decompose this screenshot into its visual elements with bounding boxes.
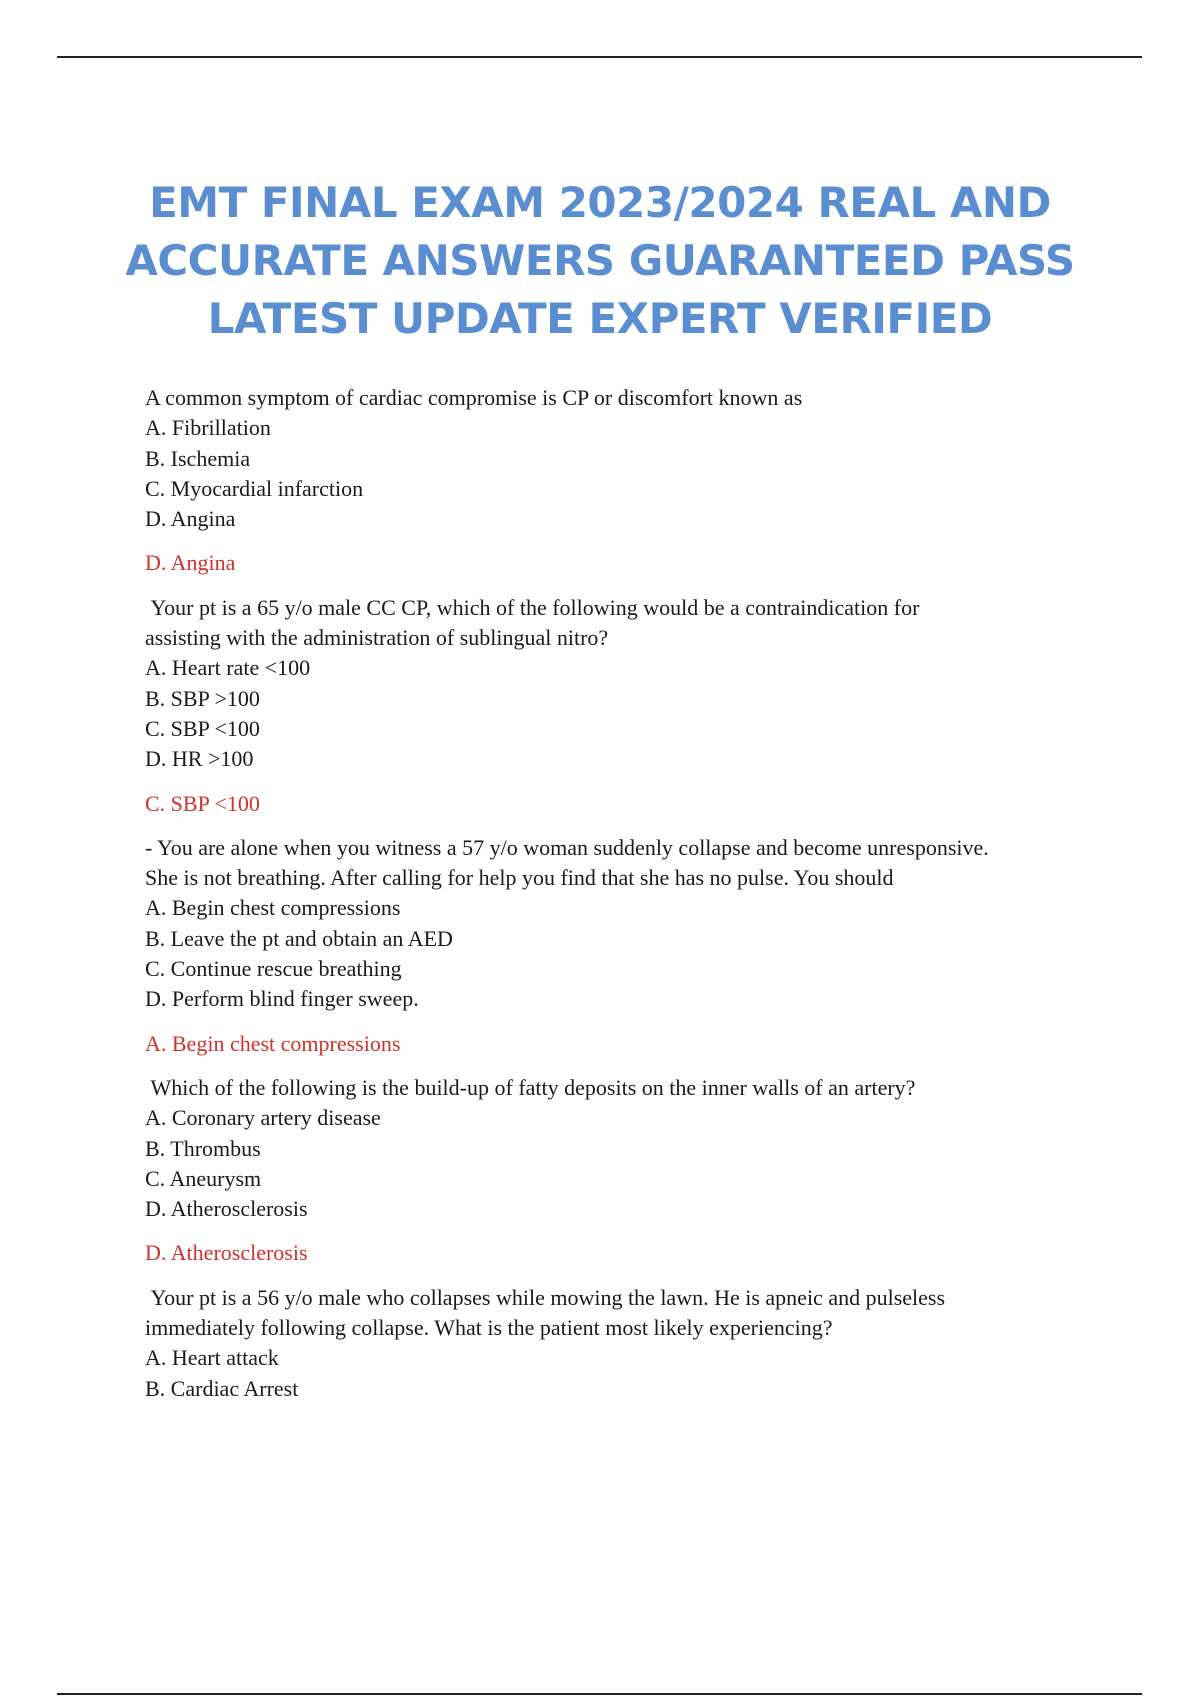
question-stem: A common symptom of cardiac compromise is CP or discomfort known as — [145, 385, 803, 410]
bottom-rule — [57, 1693, 1142, 1695]
question-3 — [145, 833, 1095, 1059]
option-b: B. Ischemia — [145, 445, 251, 471]
option-c: C. SBP <100 — [145, 715, 260, 741]
correct-answer: D. Angina — [145, 550, 236, 576]
option-d: D. Perform blind finger sweep. — [145, 986, 419, 1012]
top-rule — [57, 56, 1142, 58]
question-1 — [145, 383, 1095, 579]
question-stem: Your pt is a 65 y/o male CC CP, which of the following would be a contraindication for — [145, 594, 920, 620]
option-a: A. Coronary artery disease — [145, 1105, 381, 1131]
option-a: A. Heart rate <100 — [145, 655, 311, 681]
option-a: A. Begin chest compressions — [145, 895, 401, 921]
question-stem: immediately following collapse. What is the patient most likely experiencing? — [145, 1315, 833, 1341]
question-stem: Your pt is a 56 y/o male who collapses while mowing the lawn. He is apneic and pulseless — [145, 1284, 946, 1310]
option-b: B. Cardiac Arrest — [145, 1375, 299, 1401]
question-5 — [145, 1283, 1095, 1404]
document-title — [120, 174, 1080, 348]
option-c: C. Myocardial infarction — [145, 475, 364, 501]
option-d: D. HR >100 — [145, 746, 254, 772]
title-line: ACCURATE ANSWERS GUARANTEED PASS — [125, 236, 1075, 286]
option-d: D. Atherosclerosis — [145, 1196, 308, 1222]
title-line: EMT FINAL EXAM 2023/2024 REAL AND — [149, 178, 1051, 228]
question-2 — [145, 593, 1095, 819]
title-line: LATEST UPDATE EXPERT VERIFIED — [207, 294, 993, 344]
question-stem: Which of the following is the build-up of fatty deposits on the inner walls of an artery? — [145, 1074, 916, 1100]
option-b: B. SBP >100 — [145, 685, 260, 711]
option-b: B. Thrombus — [145, 1135, 261, 1161]
option-a: A. Fibrillation — [145, 415, 271, 441]
question-stem: She is not breathing. After calling for help you find that she has no pulse. You should — [145, 865, 894, 891]
option-c: C. Aneurysm — [145, 1165, 262, 1191]
question-4 — [145, 1073, 1095, 1269]
option-a: A. Heart attack — [145, 1345, 279, 1371]
option-b: B. Leave the pt and obtain an AED — [145, 925, 453, 951]
option-c: C. Continue rescue breathing — [145, 956, 402, 982]
option-d: D. Angina — [145, 506, 236, 532]
question-stem: - You are alone when you witness a 57 y/o woman suddenly collapse and become unresponsive. — [145, 834, 989, 860]
question-list — [145, 383, 1095, 1404]
correct-answer: D. Atherosclerosis — [145, 1240, 308, 1266]
correct-answer: A. Begin chest compressions — [145, 1030, 401, 1056]
question-stem: assisting with the administration of sublingual nitro? — [145, 625, 609, 651]
correct-answer: C. SBP <100 — [145, 790, 260, 816]
